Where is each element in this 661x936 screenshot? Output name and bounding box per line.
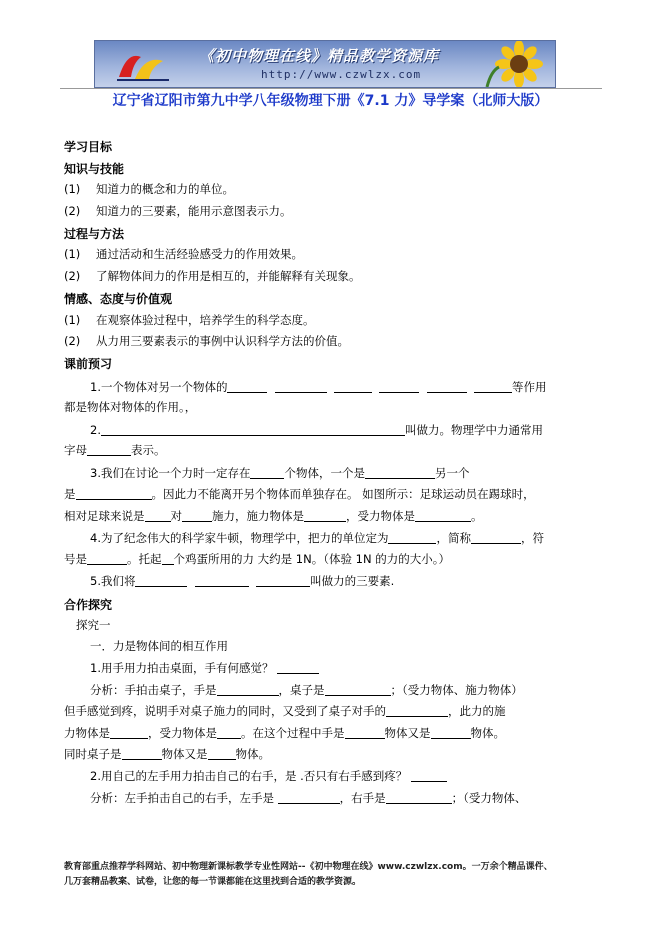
preview-q3-cont: 是 。因此力不能离开另个物体而单独存在。 如图所示：足球运动员在踢球时， [64,487,535,501]
explore-a1-cont2: 力物体是 ，受力物体是 。在这个过程中手是 物体又是 物体。 [64,726,505,740]
heading-process: 过程与方法 [64,227,125,241]
page-footer [64,860,604,890]
banner-title: 《初中物理在线》精品教学资源库 [199,47,440,65]
preview-q3-cont2: 相对足球来说是 对 施力，施力物体是 ，受力物体是 。 [64,509,483,523]
goal-item: (1) 通过活动和生活经验感受力的作用效果。 [64,247,303,261]
banner-url: http://www.czwlzx.com [261,68,422,81]
explore-a2: 分析：左手拍击自己的右手，左手是 ，右手是 ；（受力物体、 [90,791,527,805]
sunflower-icon [479,41,549,87]
explore-a1-cont: 但手感觉到疼，说明手对桌子施力的同时，又受到了桌子对手的 ，此力的施 [64,704,506,718]
footer-line: 几万套精品教案、试卷，让您的每一节课都能在这里找到合适的教学资源。 [64,877,362,887]
explore-q2: 2.用自己的左手用力拍击自己的右手，是 .否只有右手感到疼？ [64,767,447,785]
header-banner [94,40,556,88]
explore-sub: 探究一 [76,618,111,632]
goal-item: (1) 在观察体验过程中，培养学生的科学态度。 [64,313,315,327]
goal-item: (2) 知道力的三要素，能用示意图表示力。 [64,204,292,218]
explore-a1-cont3: 同时桌子是 物体又是 物体。 [64,747,270,761]
heading-emotion: 情感、态度与价值观 [64,292,173,306]
footer-line: 教育部重点推荐学科网站、初中物理新课标教学专业性网站--《初中物理在线》www.czwlzx.com。一万余个精品课件、 [64,862,553,872]
logo-icon [113,47,173,83]
preview-q4-cont: 号是 。托起 个鸡蛋所用的力 大约是 1N。（体验 1N 的力的大小。） [64,552,450,566]
heading-preview: 课前预习 [64,357,113,371]
explore-section: 一．力是物体间的相互作用 [90,639,228,653]
heading-explore: 合作探究 [64,598,113,612]
goal-item: (2) 了解物体间力的作用是相互的，并能解释有关现象。 [64,269,361,283]
preview-q1-cont: 都是物体对物体的作用。， [64,400,197,414]
title-divider [60,88,602,89]
preview-q3: 3.我们在讨论一个力时一定存在 个物体，一个是 另一个 [90,466,470,480]
heading-goals: 学习目标 [64,140,113,154]
preview-q5: 5.我们将 叫做力的三要素. [90,574,395,588]
preview-q2-cont: 字母 表示。 [64,443,166,457]
explore-a1: 分析：手拍击桌子，手是 ，桌子是 ；（受力物体、施力物体） [90,683,523,697]
goal-item: (1) 知道力的概念和力的单位。 [64,182,234,196]
preview-q2: 2. 叫做力。物理学中力通常用 [90,423,543,437]
preview-q4: 4.为了纪念伟大的科学家牛顿，物理学中，把力的单位定为 ，简称 ，符 [90,531,544,545]
heading-knowledge: 知识与技能 [64,162,125,176]
explore-q1: 1.用手用力拍击桌面，手有何感觉？ [64,659,319,677]
goal-item: (2) 从力用三要素表示的事例中认识科学方法的价值。 [64,334,349,348]
preview-q1: 1.一个物体对另一个物体的 等作用 [90,380,547,394]
document-title: 辽宁省辽阳市第九中学八年级物理下册《7.1 力》导学案（北师大版） [112,93,549,109]
